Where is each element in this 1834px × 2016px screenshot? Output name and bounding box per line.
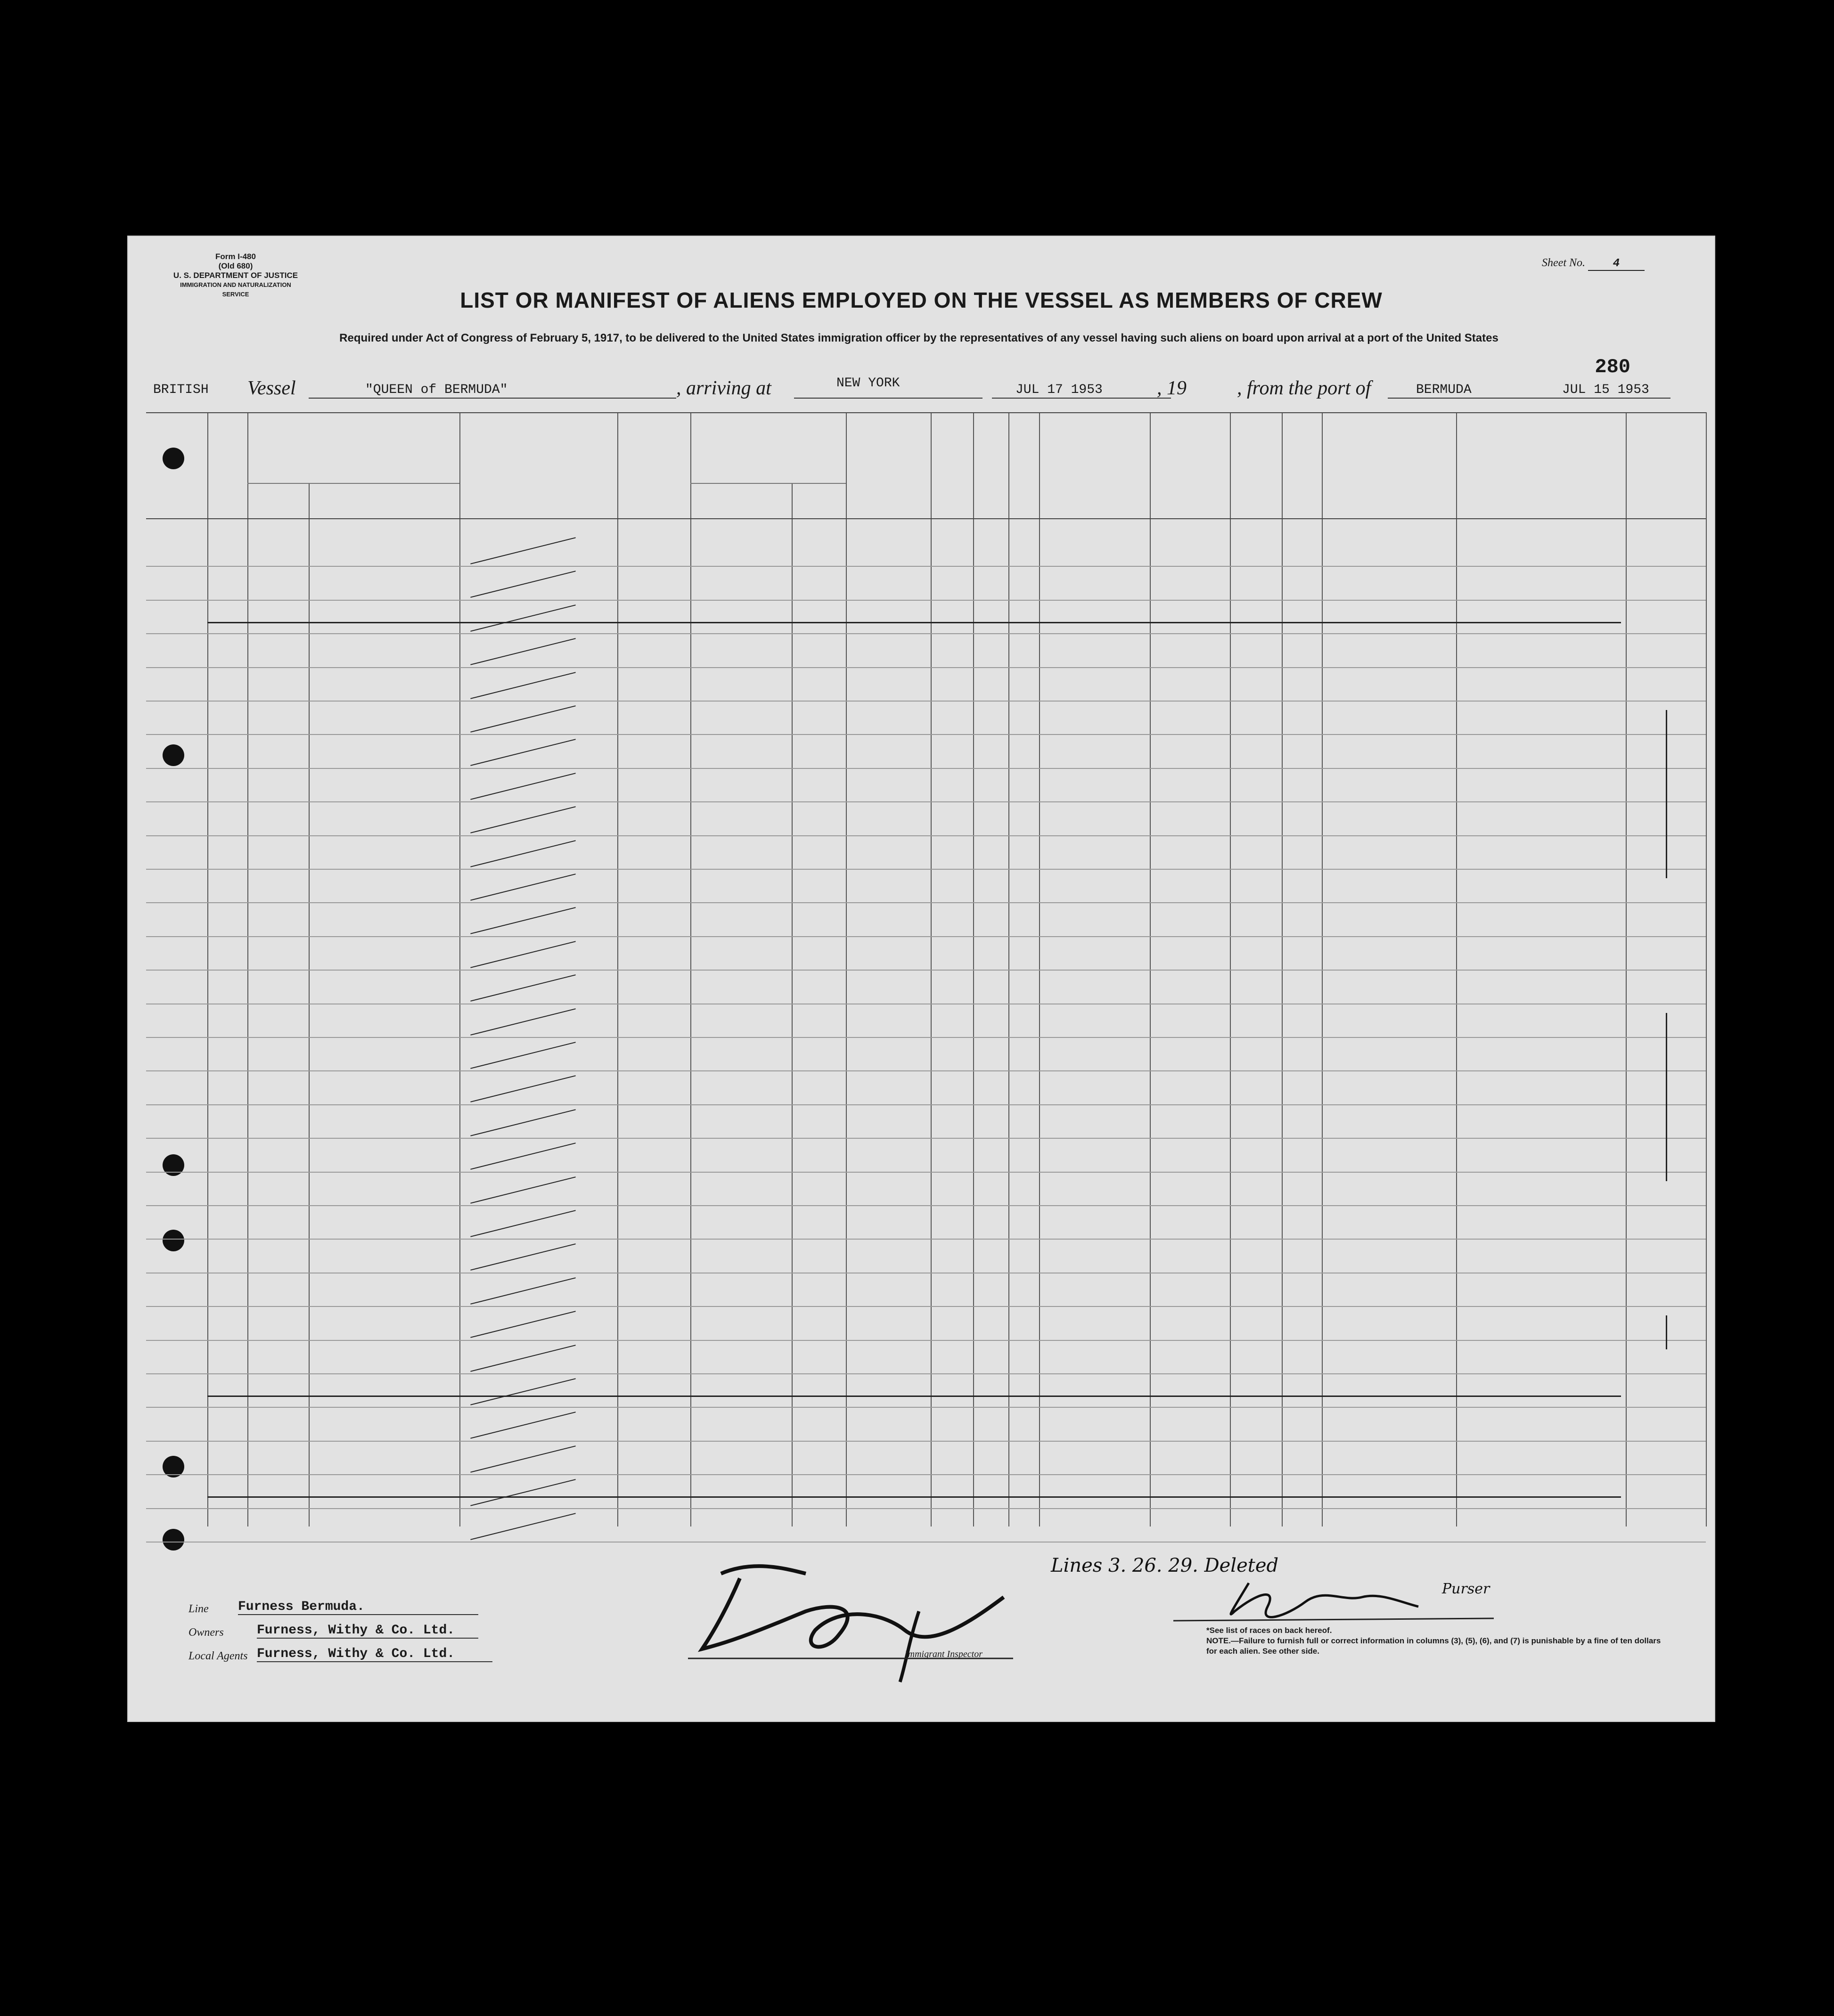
grid-hline: [146, 518, 1706, 519]
year-label: , 19: [1157, 377, 1187, 399]
grid-hline: [146, 412, 1706, 413]
pen-check-mark: [470, 1479, 576, 1506]
form-service: IMMIGRATION AND NATURALIZATION SERVICE: [180, 281, 291, 298]
table-row-line: [146, 1474, 1706, 1475]
vessel-label: Vessel: [247, 377, 296, 399]
pen-check-mark: [470, 840, 576, 867]
pen-check-mark: [470, 806, 576, 833]
departure-date: JUL 15 1953: [1562, 383, 1649, 397]
table-row-line: [146, 667, 1706, 668]
purser-label: Purser: [1442, 1581, 1490, 1597]
table-row-line: [146, 1407, 1706, 1408]
pen-bracket-line: [1666, 710, 1667, 878]
agents-label: Local Agents: [188, 1650, 248, 1662]
pen-check-mark: [470, 907, 576, 935]
note-penalty: NOTE.—Failure to furnish full or correct information in columns (3), (5), (6), and (7) is punishable by a fine of ten dollars for each alien. See other side.: [1206, 1636, 1661, 1656]
form-department: U. S. DEPARTMENT OF JUSTICE: [173, 271, 298, 280]
owners-value: Furness, Withy & Co. Ltd.: [257, 1623, 478, 1639]
manifest-sheet: [127, 236, 1715, 1722]
page-subtitle: Required under Act of Congress of February 5, 1917, to be delivered to the United States immigration officer by the representatives of any vessel having such aliens on board upon arrival at a port of the United States: [339, 332, 1498, 344]
pen-check-mark: [470, 1143, 576, 1170]
pen-check-mark: [470, 1244, 576, 1271]
pen-check-mark: [470, 1176, 576, 1204]
pen-check-mark: [470, 705, 576, 733]
inspector-signature: [683, 1555, 1051, 1687]
grid-vline: [792, 483, 793, 1526]
pen-check-mark: [470, 941, 576, 968]
table-row-line: [146, 1172, 1706, 1173]
table-row-line: [146, 869, 1706, 870]
table-row-line: [146, 1306, 1706, 1307]
vessel-name: "QUEEN of BERMUDA": [365, 383, 508, 397]
pen-check-mark: [470, 1277, 576, 1305]
grid-subhead-line: [690, 483, 846, 484]
table-row-line: [146, 1070, 1706, 1071]
table-row-line: [146, 1205, 1706, 1206]
table-row-line: [146, 1104, 1706, 1105]
pen-check-mark: [470, 873, 576, 901]
pen-check-mark: [470, 1210, 576, 1237]
pen-check-mark: [470, 974, 576, 1002]
table-row-line: [146, 600, 1706, 601]
pen-check-mark: [470, 1109, 576, 1136]
arrival-date: JUL 17 1953: [1015, 383, 1103, 397]
handwritten-deleted-note: Lines 3. 26. 29. Deleted: [1051, 1555, 1279, 1576]
pen-check-mark: [470, 1311, 576, 1338]
table-row-line: [146, 970, 1706, 971]
row-strikethrough: [207, 1496, 1621, 1498]
table-row-line: [146, 835, 1706, 836]
pen-check-mark: [470, 537, 576, 564]
table-row-line: [146, 1239, 1706, 1240]
form-number: Form I-480: [215, 252, 256, 261]
row-strikethrough: [207, 622, 1621, 623]
form-old-number: (Old 680): [218, 261, 253, 270]
pen-check-mark: [470, 571, 576, 598]
grid-vline: [309, 483, 310, 1526]
table-row-line: [146, 902, 1706, 903]
pen-check-mark: [470, 773, 576, 800]
vessel-line: [153, 377, 1680, 400]
table-row-line: [146, 734, 1706, 735]
arriving-label: , arriving at: [676, 377, 771, 399]
grid-vline: [1706, 412, 1707, 1526]
table-row-line: [146, 1138, 1706, 1139]
crew-table: [146, 412, 1706, 1526]
pen-bracket-line: [1666, 1315, 1667, 1349]
port-of-departure: BERMUDA: [1416, 383, 1472, 397]
table-row-line: [146, 1508, 1706, 1509]
row-strikethrough: [207, 1396, 1621, 1397]
note-races: *See list of races on back hereof.: [1206, 1626, 1332, 1635]
pen-bracket-line: [1666, 1013, 1667, 1181]
pen-check-mark: [470, 739, 576, 767]
table-row-line: [146, 1542, 1706, 1543]
pen-check-mark: [470, 1445, 576, 1473]
footnotes: [1206, 1625, 1668, 1657]
table-row-line: [146, 1373, 1706, 1374]
line-value: Furness Bermuda.: [238, 1600, 478, 1615]
table-row-line: [146, 633, 1706, 634]
table-row-line: [146, 801, 1706, 802]
inspector-label: Immigrant Inspector: [905, 1649, 982, 1659]
pen-check-mark: [470, 604, 576, 632]
pen-check-mark: [470, 1513, 576, 1540]
sheet-number: [1542, 257, 1645, 271]
pen-check-mark: [470, 1076, 576, 1103]
grid-subhead-line: [247, 483, 459, 484]
table-row-line: [146, 1037, 1706, 1038]
pen-check-mark: [470, 638, 576, 665]
table-row-line: [146, 566, 1706, 567]
purser-signature: [1164, 1569, 1531, 1635]
pen-check-mark: [470, 1008, 576, 1036]
vessel-flag: BRITISH: [153, 383, 209, 397]
table-row-line: [146, 1340, 1706, 1341]
pen-check-mark: [470, 1345, 576, 1372]
stamp-number: 280: [1595, 356, 1630, 378]
table-row-line: [146, 1441, 1706, 1442]
from-label: , from the port of: [1237, 377, 1371, 399]
punch-hole: [163, 1529, 184, 1551]
pen-check-mark: [470, 1042, 576, 1069]
table-row-line: [146, 936, 1706, 937]
pen-check-mark: [470, 1412, 576, 1439]
table-row-line: [146, 701, 1706, 702]
sheet-number-value: 4: [1588, 257, 1645, 271]
page-title: LIST OR MANIFEST OF ALIENS EMPLOYED ON THE VESSEL AS MEMBERS OF CREW: [460, 288, 1383, 312]
owners-label: Owners: [188, 1626, 224, 1639]
agents-value: Furness, Withy & Co. Ltd.: [257, 1647, 492, 1662]
sheet-number-label: Sheet No.: [1542, 257, 1585, 269]
pen-check-mark: [470, 1378, 576, 1405]
port-of-arrival: NEW YORK: [836, 376, 900, 391]
line-label: Line: [188, 1603, 209, 1615]
table-row-line: [146, 768, 1706, 769]
pen-check-mark: [470, 672, 576, 699]
